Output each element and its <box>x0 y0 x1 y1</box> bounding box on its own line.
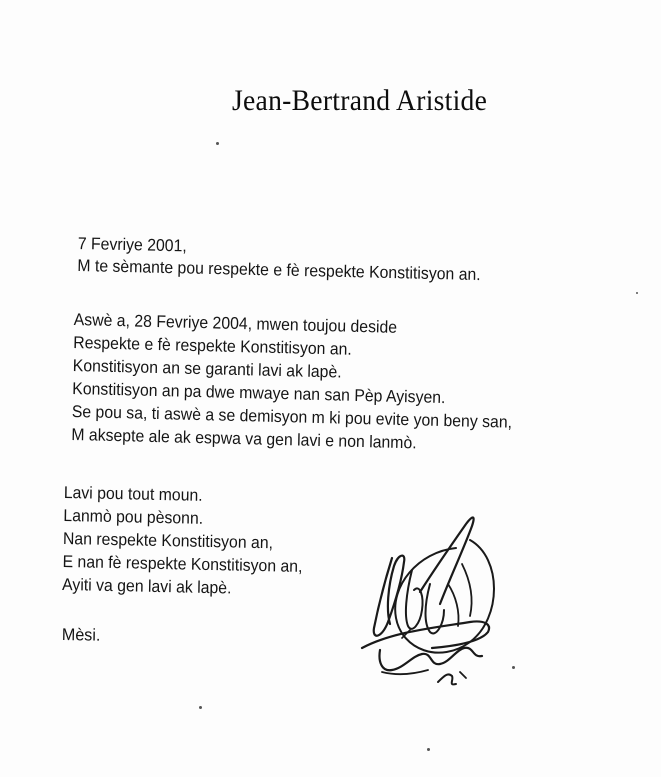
letter-opening <box>77 233 481 286</box>
closing-thanks: Mèsi. <box>61 625 101 645</box>
scan-speck <box>216 142 219 145</box>
body-line: Konstitisyon an pa dwe mwaye nan san Pèp Ayisyen. <box>72 378 446 408</box>
slogan-line: Ayiti va gen lavi ak lapè. <box>61 574 232 598</box>
body-line: Aswè a, 28 Fevriye 2004, mwen toujou deside <box>73 309 398 337</box>
letter-body <box>71 308 514 457</box>
body-line: Konstitisyon an se garanti lavi ak lapè. <box>72 355 342 382</box>
scan-speck <box>512 666 515 669</box>
body-line: Se pou sa, ti aswè a se demisyon m ki pou evite yon beny san, <box>71 401 513 432</box>
slogan-line: Lanmò pou pèsonn. <box>63 505 204 528</box>
handwritten-signature <box>352 500 507 705</box>
oath-line: M te sèmante pou respekte e fè respekte Konstitisyon an. <box>77 255 481 285</box>
body-line: Respekte e fè respekte Konstitisyon an. <box>73 332 352 359</box>
scan-speck <box>636 292 638 294</box>
date-line: 7 Fevriye 2001, <box>77 233 187 256</box>
scan-speck <box>427 748 430 751</box>
scan-speck <box>199 706 202 709</box>
letter-slogans <box>62 481 304 601</box>
slogan-line: E nan fè respekte Konstitisyon an, <box>62 551 303 576</box>
body-line: M aksepte ale ak espwa va gen lavi e non lanmò. <box>71 424 417 453</box>
slogan-line: Nan respekte Konstitisyon an, <box>62 528 274 553</box>
letterhead-name: Jean-Bertrand Aristide <box>232 84 488 117</box>
slogan-line: Lavi pou tout moun. <box>63 482 203 505</box>
